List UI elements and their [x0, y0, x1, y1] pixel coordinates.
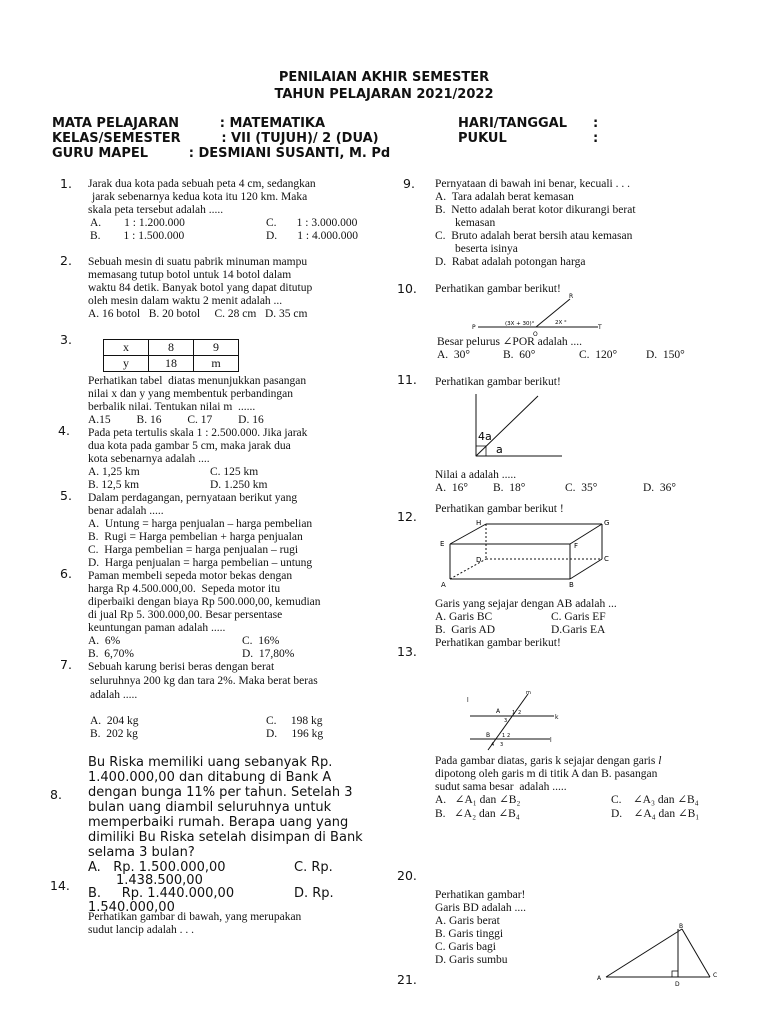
q3-cell: 8: [149, 340, 194, 356]
q14-text-2: sudut lancip adalah . . .: [88, 924, 195, 936]
q7-option-b: B. 202 kg: [90, 728, 138, 740]
q13-option-d: D. ∠A₄ dan ∠B₁: [611, 808, 700, 820]
q13-angle-b4: 4: [491, 742, 495, 748]
q9-text-1: Pernyataan di bawah ini benar, kecuali . . .: [435, 178, 630, 190]
q12-label-h: H: [476, 519, 482, 527]
q12-option-a: A. Garis BC: [435, 611, 493, 623]
q20-option-a: A. Garis berat: [435, 915, 500, 927]
q20-label-b: B: [679, 923, 684, 930]
q13-label-m: m: [526, 690, 531, 696]
q13-option-c: C. ∠A₃ dan ∠B₄: [611, 794, 699, 806]
q5-number: 5.: [60, 488, 72, 503]
q21-number: 21.: [397, 972, 417, 987]
q3-table-row-x: [104, 340, 239, 356]
q6-option-b: B. 6,70%: [88, 648, 134, 660]
q13-text-2-italic-l: l: [658, 755, 662, 767]
q3-cell: 18: [149, 356, 194, 372]
q1-number: 1.: [60, 176, 72, 191]
q3-cell: x: [104, 340, 149, 356]
q10-label-t: T: [598, 324, 602, 331]
q7-number: 7.: [60, 657, 72, 672]
q9-option-a: A. Tara adalah berat kemasan: [435, 191, 574, 203]
time-label: PUKUL: [458, 131, 507, 146]
q12-label-a: A: [441, 581, 446, 589]
q2-number: 2.: [60, 253, 72, 268]
q7-text-3: adalah .....: [90, 689, 138, 701]
q4-option-d: D. 1.250 km: [210, 479, 268, 491]
q7-option-c: C. 198 kg: [266, 715, 323, 727]
q13-label-l: l: [467, 697, 469, 704]
q12-label-e: E: [440, 540, 445, 548]
q7-text-2: seluruhnya 200 kg dan tara 2%. Maka berat beras: [90, 675, 318, 687]
q1-option-d: D. 1 : 4.000.000: [266, 230, 358, 242]
q20-option-b: B. Garis tinggi: [435, 928, 504, 940]
q4-text-3: kota sebenarnya adalah ....: [88, 453, 210, 465]
q11-option-a: A. 16°: [435, 482, 469, 494]
q8-option-c: C. Rp.: [294, 860, 333, 875]
q13-angle-a3: 3: [504, 718, 508, 724]
q9-option-b: B. Netto adalah berat kotor dikurangi berat: [435, 204, 636, 216]
q13-label-a: A: [496, 708, 501, 715]
q20-label-a: A: [597, 975, 602, 982]
q13-angle-b2: 2: [507, 733, 511, 739]
q13-angle-b1: 1: [502, 733, 506, 739]
q8-text-1: Bu Riska memiliki uang sebanyak Rp.: [88, 755, 333, 770]
q4-text-2: dua kota pada gambar 5 cm, maka jarak dua: [88, 440, 291, 452]
q1-option-c: C. 1 : 3.000.000: [266, 217, 358, 229]
q13-text-2-main: Pada gambar diatas, garis k sejajar dengan garis: [435, 755, 656, 767]
q6-text-2: harga Rp 4.500.000,00. Sepeda motor itu: [88, 583, 281, 595]
q13-text-4: sudut sama besar adalah .....: [435, 781, 567, 793]
q8-option-c-value: 1.438.500,00: [116, 873, 203, 888]
q3-text-2: nilai x dan y yang membentuk perbandingan: [88, 388, 294, 400]
q6-option-c: C. 16%: [242, 635, 280, 647]
q1-text-2: jarak sebenarnya kedua kota itu 120 km. Maka: [92, 191, 308, 203]
q20-triangle-figure: [594, 920, 724, 990]
q13-label-b: B: [486, 732, 491, 739]
q13-option-a: A. ∠A₁ dan ∠B₂: [435, 794, 521, 806]
q9-option-c: C. Bruto adalah berat bersih atau kemasan: [435, 230, 633, 242]
q5-option-b: B. Rugi = Harga pembelian + harga penjualan: [88, 531, 303, 543]
q6-option-d: D. 17,80%: [242, 648, 295, 660]
q11-label-4a: 4a: [478, 430, 492, 443]
q11-option-b: B. 18°: [493, 482, 526, 494]
q10-option-d: D. 150°: [646, 349, 685, 361]
q3-number: 3.: [60, 332, 72, 347]
q3-options: A.15 B. 16 C. 17 D. 16: [88, 414, 264, 426]
q6-text-1: Paman membeli sepeda motor bekas dengan: [88, 570, 293, 582]
q12-option-c: C. Garis EF: [551, 611, 606, 623]
q20-option-d: D. Garis sumbu: [435, 954, 508, 966]
q4-option-a: A. 1,25 km: [88, 466, 140, 478]
q20-text-1: Perhatikan gambar!: [435, 889, 526, 901]
q5-option-c: C. Harga pembelian = harga penjualan – rugi: [88, 544, 299, 556]
q6-option-a: A. 6%: [88, 635, 121, 647]
q13-angle-a1: 1: [512, 710, 516, 716]
q2-text-1: Sebuah mesin di suatu pabrik minuman mampu: [88, 256, 308, 268]
class-line: KELAS/SEMESTER : VII (TUJUH)/ 2 (DUA): [52, 131, 379, 146]
q12-text-1: Perhatikan gambar berikut !: [435, 503, 564, 515]
q1-option-b: B. 1 : 1.500.000: [90, 230, 185, 242]
q2-text-2: memasang tutup botol untuk 14 botol dalam: [88, 269, 292, 281]
q11-number: 11.: [397, 372, 417, 387]
exam-title: PENILAIAN AKHIR SEMESTER: [278, 70, 490, 85]
q12-label-g: G: [604, 519, 610, 527]
q10-label-r: R: [569, 293, 574, 300]
q13-text-3: dipotong oleh garis m di titik A dan B. pasangan: [435, 768, 658, 780]
day-date-colon: :: [593, 116, 599, 131]
q8-number: 8.: [50, 787, 62, 802]
q3-cell: 9: [194, 340, 239, 356]
q9-option-b-cont: kemasan: [455, 217, 496, 229]
day-date-label: HARI/TANGGAL: [458, 116, 568, 131]
q7-option-d: D. 196 kg: [266, 728, 324, 740]
q2-options: A. 16 botol B. 20 botol C. 28 cm D. 35 cm: [88, 308, 308, 320]
q7-option-a: A. 204 kg: [90, 715, 139, 727]
q20-option-c: C. Garis bagi: [435, 941, 497, 953]
q13-label-l2: l: [550, 737, 552, 744]
q12-option-b: B. Garis AD: [435, 624, 496, 636]
q6-number: 6.: [60, 566, 72, 581]
subject-line: MATA PELAJARAN : MATEMATIKA: [52, 116, 326, 131]
q6-text-3: diperbaiki dengan biaya Rp 500.000,00, kemudian: [88, 596, 321, 608]
q8-text-5: memperbaiki rumah. Berapa uang yang: [88, 815, 349, 830]
q5-option-a: A. Untung = harga penjualan – harga pembelian: [88, 518, 313, 530]
q1-text-3: skala peta tersebut adalah .....: [88, 204, 224, 216]
q12-text-2: Garis yang sejajar dengan AB adalah ...: [435, 598, 617, 610]
q11-angle-figure: [470, 392, 570, 462]
q13-number: 13.: [397, 644, 417, 659]
q10-option-b: B. 60°: [503, 349, 536, 361]
q10-option-c: C. 120°: [579, 349, 618, 361]
q4-option-b: B. 12,5 km: [88, 479, 140, 491]
q13-parallel-lines-figure: [462, 688, 567, 753]
q10-option-a: A. 30°: [437, 349, 471, 361]
q8-option-a: A. Rp. 1.500.000,00: [88, 860, 226, 875]
q10-label-p: P: [472, 324, 476, 331]
q8-text-3: dengan bunga 11% per tahun. Setelah 3: [88, 785, 353, 800]
q11-text-1: Perhatikan gambar berikut!: [435, 376, 561, 388]
q10-text-2: Besar pelurus ∠POR adalah ....: [437, 336, 583, 348]
q9-number: 9.: [403, 176, 415, 191]
q12-option-d: D.Garis EA: [551, 624, 606, 636]
q10-label-angle-2: 2X °: [555, 320, 567, 326]
q3-table-row-y: [104, 356, 239, 372]
q6-text-5: keuntungan paman adalah .....: [88, 622, 226, 634]
q5-option-d: D. Harga penjualan = harga pembelian – untung: [88, 557, 313, 569]
q4-option-c: C. 125 km: [210, 466, 259, 478]
q13-option-b: B. ∠A₂ dan ∠B₄: [435, 808, 520, 820]
q12-label-c: C: [604, 555, 609, 563]
q11-option-d: D. 36°: [643, 482, 677, 494]
q3-text-3: berbalik nilai. Tentukan nilai m ......: [88, 401, 256, 413]
q13-label-k: k: [555, 714, 559, 721]
q13-angle-b3: 3: [500, 742, 504, 748]
q8-option-d-value: 1.540.000,00: [88, 900, 175, 915]
q10-text-1: Perhatikan gambar berikut!: [435, 283, 561, 295]
q14-text-1: Perhatikan gambar di bawah, yang merupakan: [88, 911, 302, 923]
q8-text-7: selama 3 bulan?: [88, 845, 195, 860]
q10-number: 10.: [397, 281, 417, 296]
q12-label-b: B: [569, 581, 574, 589]
q3-text-1: Perhatikan tabel diatas menunjukkan pasangan: [88, 375, 307, 387]
q13-text-1: Perhatikan gambar berikut!: [435, 637, 561, 649]
q11-text-2: Nilai a adalah .....: [435, 469, 517, 481]
q12-number: 12.: [397, 509, 417, 524]
q1-option-a: A. 1 : 1.200.000: [90, 217, 185, 229]
q6-text-4: di jual Rp 5. 300.000,00. Besar persentase: [88, 609, 283, 621]
q10-label-o: O: [533, 331, 538, 337]
q9-option-d: D. Rabat adalah potongan harga: [435, 256, 586, 268]
exam-year: TAHUN PELAJARAN 2021/2022: [274, 87, 494, 102]
q8-text-6: dimiliki Bu Riska setelah disimpan di Bank: [88, 830, 363, 845]
time-colon: :: [593, 131, 599, 146]
q5-text-2: benar adalah .....: [88, 505, 164, 517]
q2-text-4: oleh mesin dalam waktu 2 menit adalah ...: [88, 295, 283, 307]
q13-text-2: [435, 755, 661, 769]
q13-angle-a2: 2: [518, 710, 522, 716]
q7-text-1: Sebuah karung berisi beras dengan berat: [88, 661, 275, 673]
q12-cuboid-figure: [438, 516, 618, 591]
q20-label-d: D: [675, 981, 680, 988]
q4-text-1: Pada peta tertulis skala 1 : 2.500.000. Jika jarak: [88, 427, 308, 439]
q4-number: 4.: [58, 423, 70, 438]
q5-text-1: Dalam perdagangan, pernyataan berikut yang: [88, 492, 298, 504]
q20-text-2: Garis BD adalah ....: [435, 902, 527, 914]
q8-option-d: D. Rp.: [294, 886, 334, 901]
q20-number: 20.: [397, 868, 417, 883]
q2-text-3: waktu 84 detik. Banyak botol yang dapat ditutup: [88, 282, 313, 294]
q1-text-1: Jarak dua kota pada sebuah peta 4 cm, sedangkan: [88, 178, 316, 190]
q3-cell: m: [194, 356, 239, 372]
q11-option-c: C. 35°: [565, 482, 598, 494]
q10-angle-figure: [470, 292, 610, 337]
q3-table: [103, 339, 239, 372]
q12-label-f: F: [574, 542, 579, 550]
q3-cell: y: [104, 356, 149, 372]
q9-option-c-cont: beserta isinya: [455, 243, 518, 255]
teacher-line: GURU MAPEL : DESMIANI SUSANTI, M. Pd: [52, 146, 391, 161]
q11-label-a: a: [496, 443, 503, 456]
q8-text-2: 1.400.000,00 dan ditabung di Bank A: [88, 770, 332, 785]
q10-label-angle-1: (3X + 30)°: [505, 321, 535, 327]
q8-text-4: bulan uang diambil seluruhnya untuk: [88, 800, 332, 815]
q14-number: 14.: [50, 878, 70, 893]
q12-label-d: D: [476, 556, 482, 564]
q8-option-b: B. Rp. 1.440.000,00: [88, 886, 235, 901]
q20-label-c: C: [713, 972, 718, 979]
